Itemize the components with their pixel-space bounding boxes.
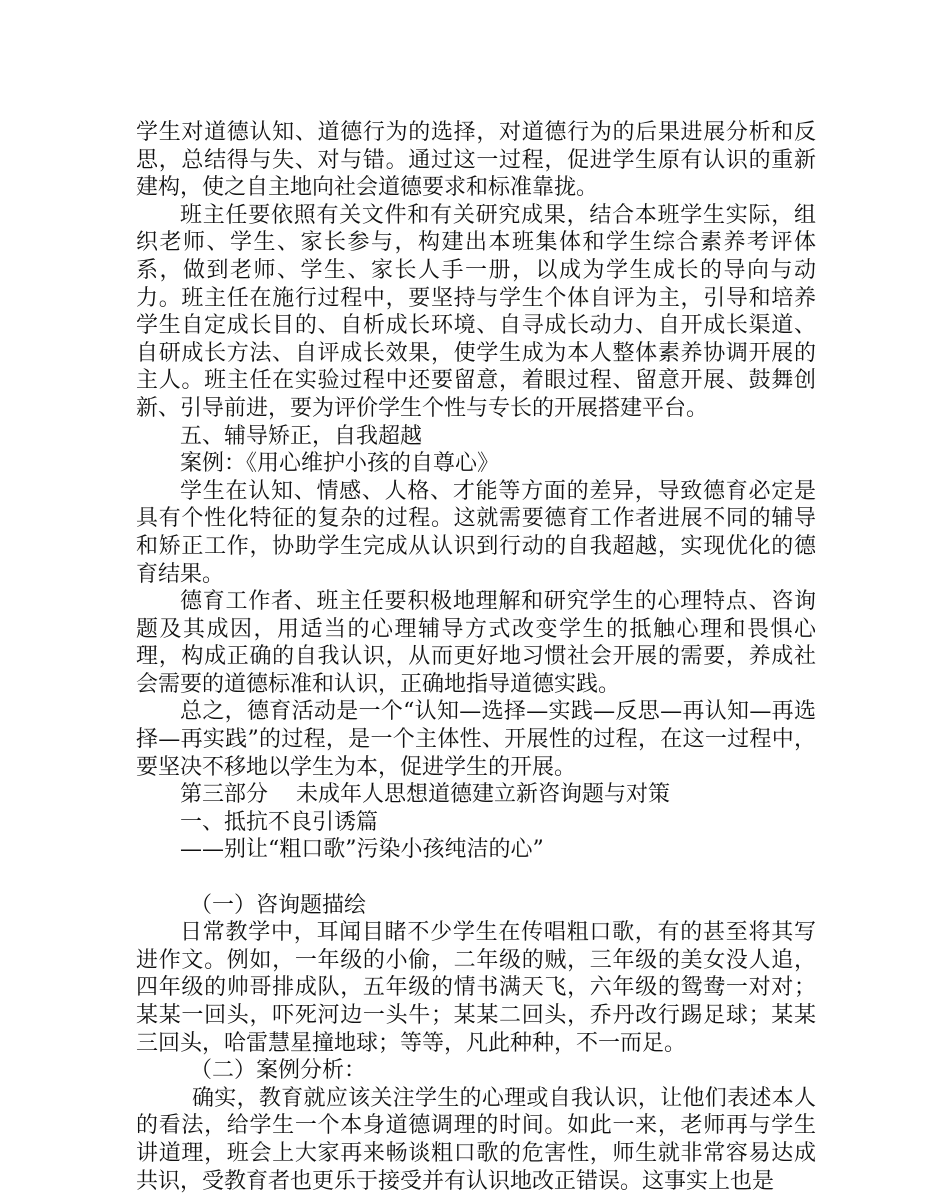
section-subtitle: ——别让“粗口歌”污染小孩纯洁的心” [180,837,544,863]
blank-line [136,864,816,892]
subheading-analysis: （二）案例分析： [190,1058,367,1084]
document-page [136,119,816,1195]
paragraph-6: 日常教学中，耳闻目睹不少学生在传唱粗口歌，有的甚至将其写进作文。例如，一年级的小偷，二年级的贼，三年级的美女没人追，四年级的帅哥排成队，五年级的情书满天飞，六年级的鸳鸯一对对；某某一回头，吓死河边一头牛；某某二回头，乔丹改行踢足球；某某三回头，哈雷慧星撞地球；等等，凡此种种，不一而足。 [136,920,816,1056]
paragraph-4: 德育工作者、班主任要积极地理解和研究学生的心理特点、咨询题及其成因，用适当的心理辅导方式改变学生的抵触心理和畏惧心理，构成正确的自我认识，从而更好地习惯社会开展的需要，养成社会需要的道德标准和认识，正确地指导道德实践。 [136,589,816,697]
paragraph-7: 确实，教育就应该关注学生的心理或自我认识，让他们表述本人的看法，给学生一个本身道德调理的时间。如此一来，老师再与学生讲道理，班会上大家再来畅谈粗口歌的危害性，师生就非常容易达成共识，受教育者也更乐于接受并有认识地改正错误。这事实上也是 [136,1085,816,1194]
part-three-heading: 第三部分 未成年人思想道德建立新咨询题与对策 [180,782,670,808]
case-title: 案例：《用心维护小孩的自尊心》 [180,451,500,477]
paragraph-1: 学生对道德认知、道德行为的选择，对道德行为的后果进展分析和反思，总结得与失、对与错。通过这一过程，促进学生原有认识的重新建构，使之自主地向社会道德要求和标准靠拢。 [136,120,816,201]
section-heading-1: 一、抵抗不良引诱篇 [180,809,379,835]
paragraph-2: 班主任要依照有关文件和有关研究成果，结合本班学生实际，组织老师、学生、家长参与，构建出本班集体和学生综合素养考评体系，做到老师、学生、家长人手一册，以成为学生成长的导向与动力。班主任在施行过程中，要坚持与学生个体自评为主，引导和培养学生自定成长目的、自析成长环境、自寻成长动力、自开成长渠道、自研成长方法、自评成长效果，使学生成为本人整体素养协调开展的主人。班主任在实验过程中还要留意，着眼过程、留意开展、鼓舞创新、引导前进，要为评价学生个性与专长的开展搭建平台。 [136,202,816,421]
paragraph-3: 学生在认知、情感、人格、才能等方面的差异，导致德育必定是具有个性化特征的复杂的过程。这就需要德育工作者进展不同的辅导和矫正工作，协助学生完成从认识到行动的自我超越，实现优化的德育结果。 [136,478,816,587]
paragraph-5: 总之，德育活动是一个“认知—选择—实践—反思—再认知—再选择—再实践”的过程，是一个主体性、开展性的过程，在这一过程中，要坚决不移地以学生为本，促进学生的开展。 [136,699,816,780]
subheading-problem: （一）咨询题描绘 [190,892,367,918]
section-heading-5: 五、辅导矫正，自我超越 [180,423,423,449]
